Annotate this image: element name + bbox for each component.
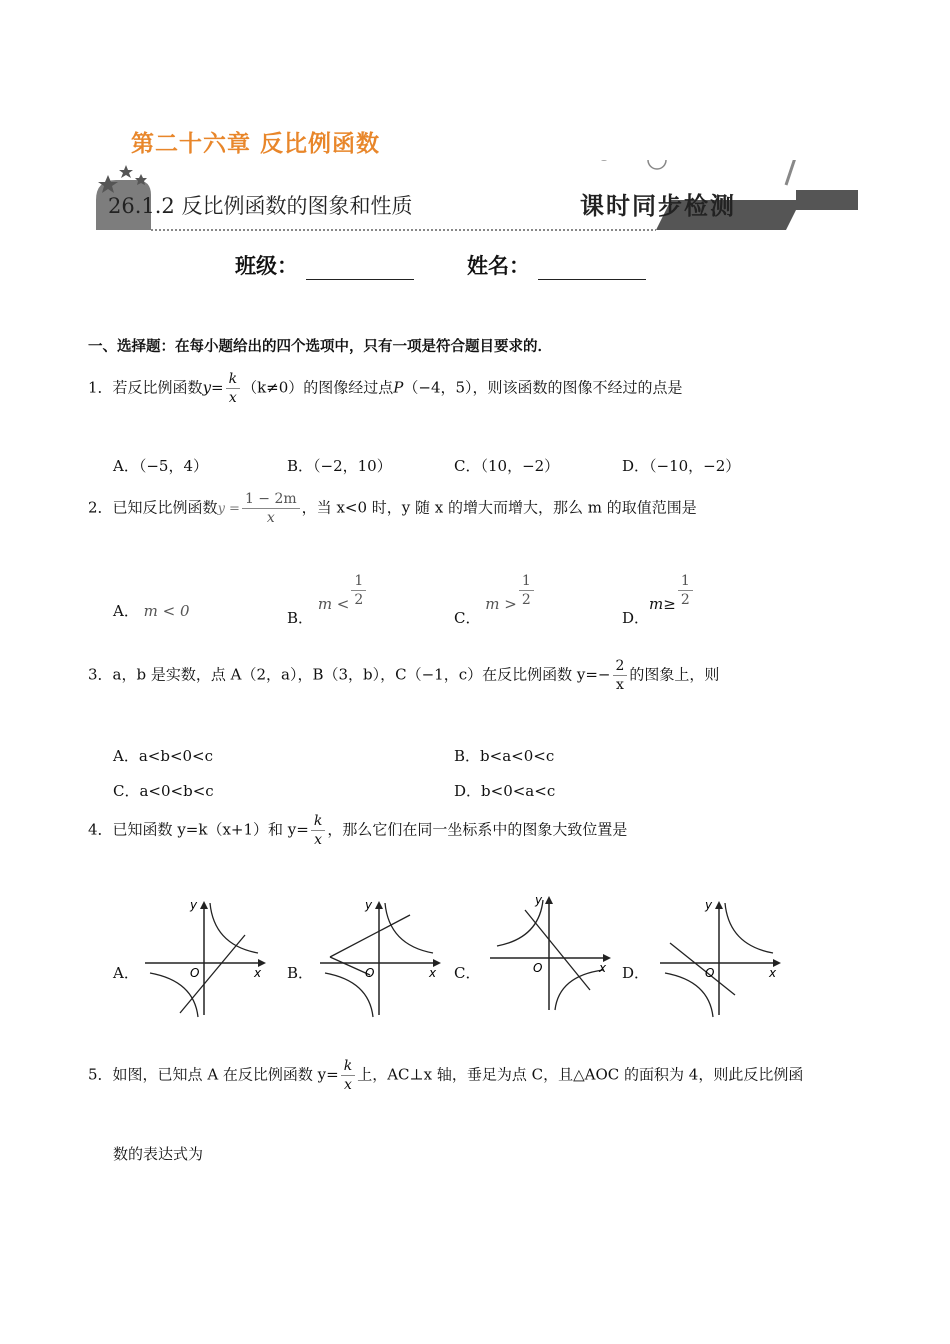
name-field: [467, 250, 646, 280]
origin-label: O: [190, 966, 200, 980]
denominator: x: [228, 390, 237, 406]
question-text: 如图，已知点 A 在反比例函数 y=: [112, 1065, 339, 1084]
part-heading: 一、选择题：在每小题给出的四个选项中，只有一项是符合题目要求的．: [88, 339, 552, 355]
lamp-icon: [766, 160, 796, 185]
y-label: y: [535, 893, 543, 907]
x-label: x: [429, 966, 437, 980]
question-text: ，那么它们在同一坐标系中的图象大致位置是: [327, 820, 628, 839]
section-title: 26.1.2 反比例函数的图象和性质: [108, 194, 413, 218]
class-label: 班级：: [235, 254, 298, 278]
denominator: 2: [680, 592, 690, 608]
graph-a[interactable]: [140, 895, 270, 1024]
denominator: x: [616, 677, 624, 693]
fraction: [351, 572, 366, 609]
denominator: x: [266, 510, 275, 526]
option-label: A．: [113, 602, 139, 620]
option-b[interactable]: B．b<a<0<c: [454, 747, 555, 765]
question-text: （k≠0）的图像经过点: [242, 378, 394, 397]
hyperbola-branch: [210, 903, 258, 953]
numerator: 1 − 2m: [242, 490, 300, 509]
question-number: 4．: [88, 820, 113, 839]
denominator: 2: [521, 592, 531, 608]
question-text: a，b 是实数，点 A（2，a），B（3，b），C（−1，c）在反比例函数 y=−: [112, 665, 611, 684]
option-math: m >: [485, 594, 517, 613]
x-label: x: [769, 966, 777, 980]
fraction: [519, 572, 534, 609]
y-label: y: [365, 898, 373, 912]
fraction: [311, 812, 325, 849]
origin-label: O: [365, 966, 375, 980]
name-label: 姓名：: [467, 254, 530, 278]
line: [330, 957, 370, 975]
sync-badge: 课时同步检测: [580, 191, 736, 220]
question-text: 已知反比例函数: [112, 498, 218, 517]
question-text: （−4，5），则该函数的图像不经过的点是: [403, 378, 683, 397]
question-3: [88, 657, 719, 694]
origin-label: O: [533, 961, 543, 975]
star-icon: [119, 165, 133, 178]
class-blank[interactable]: [306, 259, 414, 280]
question-5: [88, 1057, 803, 1094]
question-text: 上，AC⊥x 轴，垂足为点 C，且△AOC 的面积为 4，则此反比例函: [357, 1065, 804, 1084]
question-text: ，当 x<0 时，y 随 x 的增大而增大，那么 m 的取值范围是: [301, 498, 697, 517]
option-d[interactable]: D．（−10，−2）: [622, 457, 741, 475]
chapter-title: 第二十六章 反比例函数: [131, 131, 381, 157]
origin-label: O: [705, 966, 715, 980]
denominator: 2: [354, 592, 364, 608]
question-text: 已知函数 y=k（x+1）和 y=: [112, 820, 309, 839]
class-field: [235, 250, 414, 280]
numerator: 1: [678, 572, 693, 591]
graph-a-svg: [140, 895, 270, 1020]
option-c[interactable]: C．（10，−2）: [454, 457, 560, 475]
option-label: D．: [622, 608, 650, 627]
denominator: x: [344, 1077, 352, 1093]
y-axis-arrow: [715, 901, 723, 909]
option-math: m <: [317, 594, 350, 613]
numerator: 1: [351, 572, 366, 591]
graph-label-b[interactable]: B．: [287, 964, 314, 982]
question-number: 5．: [88, 1065, 113, 1084]
y-axis-arrow: [545, 896, 553, 904]
question-number: 3．: [88, 665, 113, 684]
denominator: x: [314, 832, 323, 848]
graph-c[interactable]: [485, 890, 615, 1019]
question-1: [88, 370, 683, 407]
option-a[interactable]: A．a<b<0<c: [113, 747, 214, 765]
fraction: [226, 370, 240, 407]
numerator: k: [226, 370, 240, 389]
graph-c-svg: [485, 890, 615, 1015]
fraction: [341, 1057, 355, 1094]
numerator: 1: [519, 572, 534, 591]
y-label: y: [705, 898, 713, 912]
option-math: m < 0: [143, 602, 190, 620]
question-number: 1．: [88, 378, 113, 397]
hyperbola-branch: [385, 903, 433, 953]
numerator: k: [341, 1057, 355, 1076]
line: [525, 910, 590, 990]
question-2: [88, 490, 697, 527]
option-math: m≥: [649, 594, 676, 613]
graph-label-a[interactable]: A．: [113, 964, 139, 982]
graph-label-c[interactable]: C．: [454, 964, 481, 982]
y-axis-arrow: [375, 901, 383, 909]
y-axis-arrow: [200, 901, 208, 909]
name-blank[interactable]: [538, 259, 646, 280]
question-4: [88, 812, 627, 849]
question-5-continued: 数的表达式为: [113, 1145, 204, 1163]
option-a[interactable]: [113, 600, 190, 621]
x-label: x: [254, 966, 262, 980]
option-a[interactable]: A．（−5，4）: [113, 457, 208, 475]
option-label: B．: [287, 608, 314, 627]
line: [670, 943, 735, 995]
option-label: C．: [454, 608, 481, 627]
hyperbola-branch: [725, 903, 773, 953]
bubble-icon: [648, 160, 666, 169]
option-b[interactable]: B．（−2，10）: [287, 457, 392, 475]
option-d[interactable]: [622, 572, 695, 627]
option-c[interactable]: C．a<0<b<c: [113, 782, 214, 800]
question-text: 若反比例函数: [112, 378, 203, 397]
question-text: 的图象上，则: [629, 665, 720, 684]
y-label: y: [190, 898, 198, 912]
math-var: y =: [217, 501, 240, 517]
option-d[interactable]: D．b<0<a<c: [454, 782, 556, 800]
numerator: k: [311, 812, 325, 831]
option-c[interactable]: [454, 572, 536, 627]
graph-b[interactable]: [315, 895, 445, 1024]
math-var: y=: [202, 378, 224, 397]
x-label: x: [599, 961, 607, 975]
numerator: 2: [613, 657, 628, 676]
graph-b-svg: [315, 895, 445, 1020]
question-number: 2．: [88, 498, 113, 517]
fraction: [242, 490, 300, 527]
fraction: [678, 572, 693, 609]
option-b[interactable]: [287, 572, 368, 627]
graph-d-svg: [655, 895, 785, 1020]
graph-label-d[interactable]: D．: [622, 964, 650, 982]
math-var: P: [393, 378, 404, 397]
fraction: [613, 657, 628, 694]
graph-d[interactable]: [655, 895, 785, 1024]
